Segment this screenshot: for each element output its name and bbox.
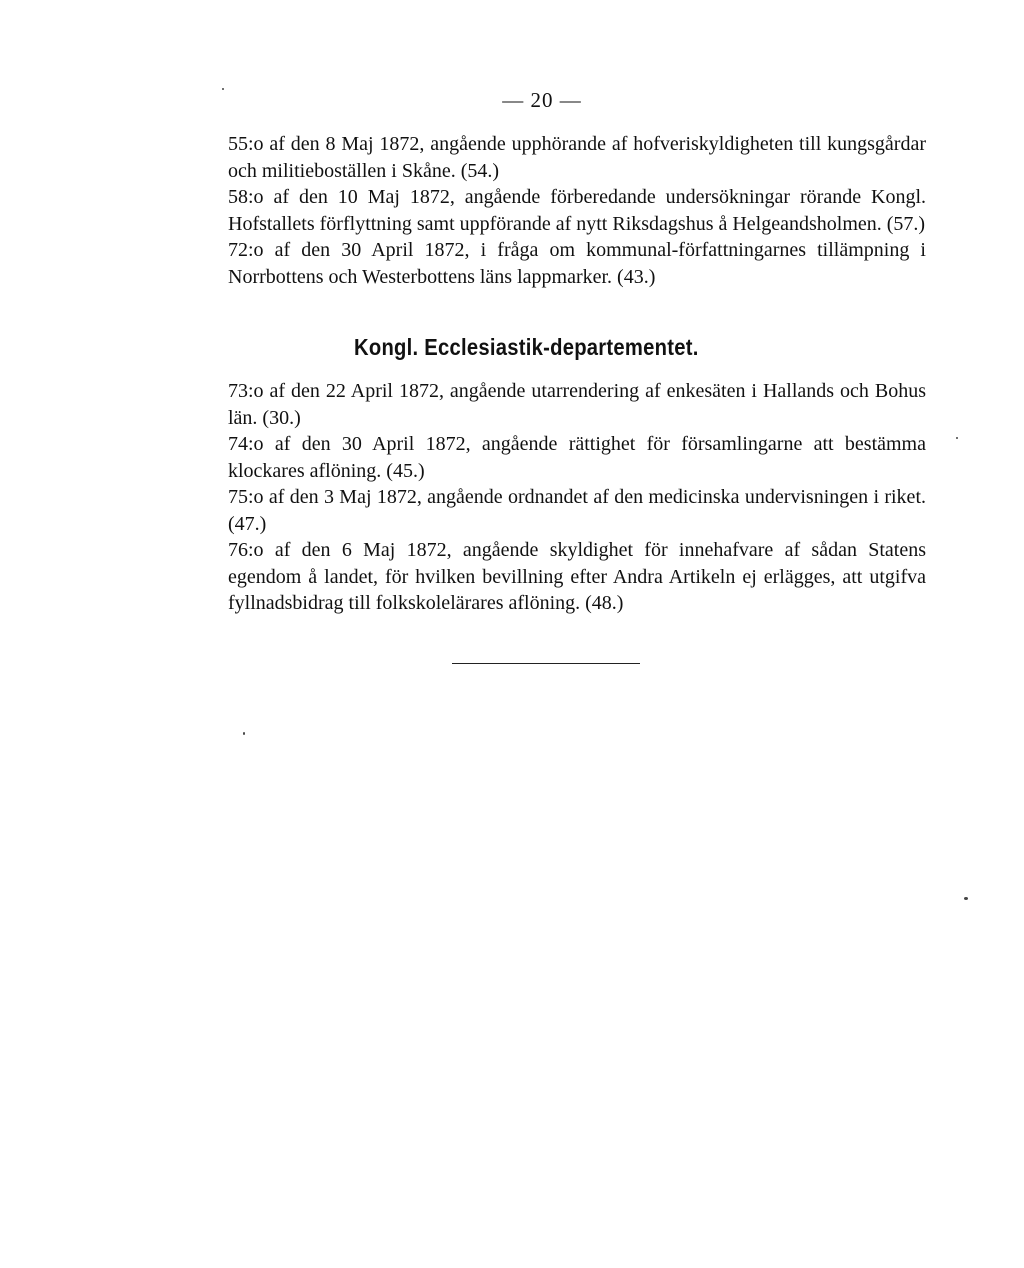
section-heading: Kongl. Ecclesiastik-departementet. bbox=[354, 334, 699, 360]
entry-55: 55:o af den 8 Maj 1872, angående upphörande af hofveriskyldigheten till kungsgårdar och militieboställen i Skåne. (54.) bbox=[228, 133, 926, 182]
entry-74: 74:o af den 30 April 1872, angående rättighet för församlingarne att bestämma klockares aflöning. (45.) bbox=[228, 433, 926, 482]
scan-speck bbox=[243, 732, 245, 735]
entry-73: 73:o af den 22 April 1872, angående utarrendering af enkesäten i Hallands och Bohus län. (30.) bbox=[228, 380, 926, 429]
entry-72: 72:o af den 30 April 1872, i fråga om kommunal-författningarnes tillämpning i Norrbottens och Westerbottens läns lappmarker. (43.) bbox=[228, 239, 926, 288]
entry-list-general bbox=[228, 131, 926, 290]
entry-75: 75:o af den 3 Maj 1872, angående ordnandet af den medicinska undervisningen i riket. (47.) bbox=[228, 486, 926, 535]
entry-76: 76:o af den 6 Maj 1872, angående skyldighet för innehafvare af sådan Statens egendom å landet, för hvilken bevillning efter Andra Artikeln ej erlägges, att utgifva fyllnadsbidrag till folkskolelärares aflöning. (48.) bbox=[228, 539, 926, 614]
entry-list-ecclesiastik bbox=[228, 378, 926, 617]
page-number: — 20 — bbox=[502, 88, 582, 112]
scan-speck bbox=[964, 897, 968, 900]
entry-58: 58:o af den 10 Maj 1872, angående förberedande undersökningar rörande Kongl. Hofstallets förflyttning samt uppförande af nytt Riksdagshus å Helgeandsholmen. (57.) bbox=[228, 186, 926, 235]
scan-speck bbox=[222, 88, 224, 90]
scan-speck bbox=[956, 437, 958, 439]
closing-rule bbox=[452, 663, 640, 664]
